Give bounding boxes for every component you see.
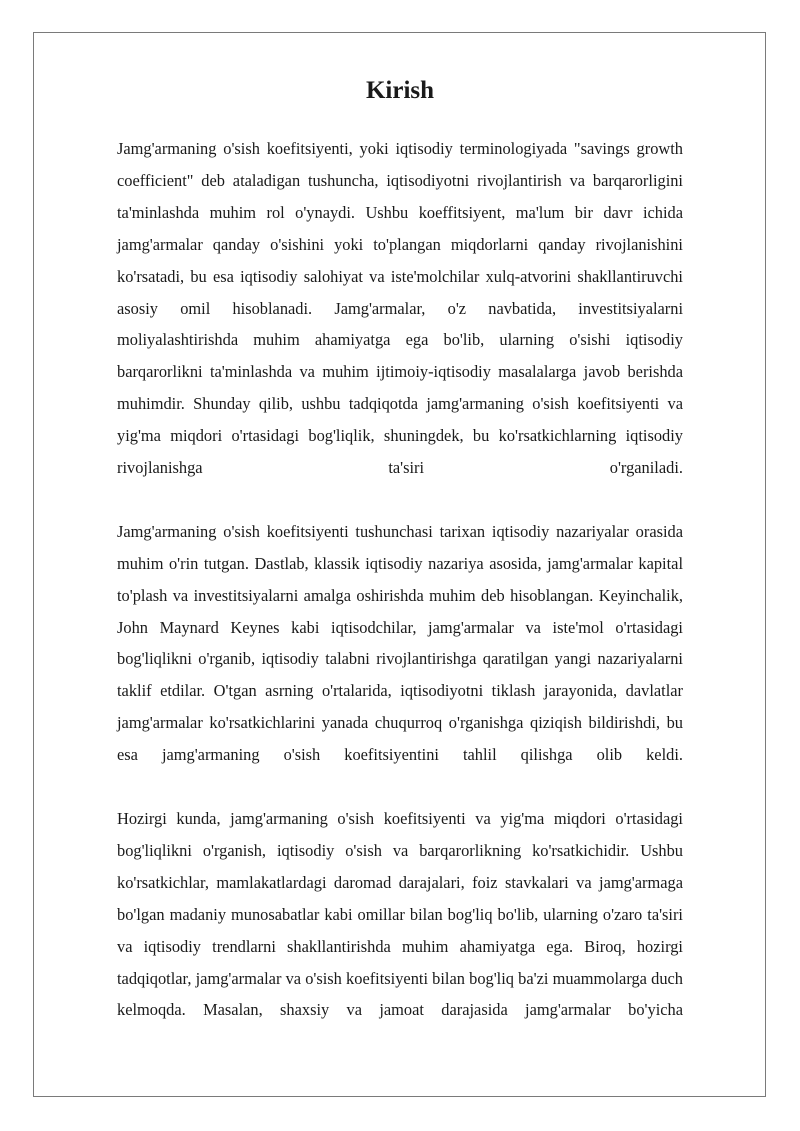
paragraph-2: Jamg'armaning o'sish koefitsiyenti tushunchasi tarixan iqtisodiy nazariyalar orasida muhim o'rin tutgan. Dastlab, klassik iqtisodiy nazariya asosida, jamg'armalar kapital to'plash va investitsiyalarni amalga oshirishda muhim deb hisoblangan. Keyinchalik, John Maynard Keynes kabi iqtisodchilar, jamg'armalar va iste'mol o'rtasidagi bog'liqlikni o'rganib, iqtisodiy talabni rivojlantirishga qaratilgan yangi nazariyalarni taklif etdilar. O'tgan asrning o'rtalarida, iqtisodiyotni tiklash jarayonida, davlatlar jamg'armalar ko'rsatkichlarini yanada chuqurroq o'rganishga qiziqish bildirishdi, bu esa jamg'armaning o'sish koefitsiyentini tahlil qilishga olib keldi. xyxy=(117,521,683,765)
paragraph-3: Hozirgi kunda, jamg'armaning o'sish koefitsiyenti va yig'ma miqdori o'rtasidagi bog'liqlikni o'rganish, iqtisodiy o'sish va barqarorlikning ko'rsatkichidir. Ushbu ko'rsatkichlar, mamlakatlardagi daromad darajalari, foiz stavkalari va jamg'armaga bo'lgan madaniy munosabatlar kabi omillar bilan bog'liq bo'lib, ularning o'zaro ta'siri va iqtisodiy trendlarni shakllantirishda muhim ahamiyatga ega. Biroq, hozirgi tadqiqotlar, jamg'armalar va o'sish koefitsiyenti bilan bog'liq ba'zi muammolarga duch kelmoqda. Masalan, shaxsiy va jamoat darajasida jamg'armalar bo'yicha xyxy=(117,809,683,1020)
page-title: Kirish xyxy=(365,77,435,104)
page-content xyxy=(117,55,683,1026)
document-page xyxy=(33,32,766,1097)
paragraph-1: Jamg'armaning o'sish koefitsiyenti, yoki iqtisodiy terminologiyada "savings growth coefficient" deb ataladigan tushuncha, iqtisodiyotni rivojlantirish va barqarorligini ta'minlashda muhim rol o'ynaydi. Ushbu koeffitsiyent, ma'lum bir davr ichida jamg'armalar qanday o'sishini yoki to'plangan miqdorlarni qanday rivojlanishini ko'rsatadi, bu esa iqtisodiy salohiyat va iste'molchilar xulq-atvorini shakllantiruvchi asosiy omil hisoblanadi. Jamg'armalar, o'z navbatida, investitsiyalarni moliyalashtirishda muhim ahamiyatga ega bo'lib, ularning o'sishi iqtisodiy barqarorlikni ta'minlashda va muhim ijtimoiy-iqtisodiy masalalarga javob berishda muhimdir. Shunday qilib, ushbu tadqiqotda jamg'armaning o'sish koefitsiyenti va yig'ma miqdori o'rtasidagi bog'liqlik, shuningdek, bu ko'rsatkichlarning iqtisodiy rivojlanishga ta'siri o'rganiladi. xyxy=(117,139,683,478)
